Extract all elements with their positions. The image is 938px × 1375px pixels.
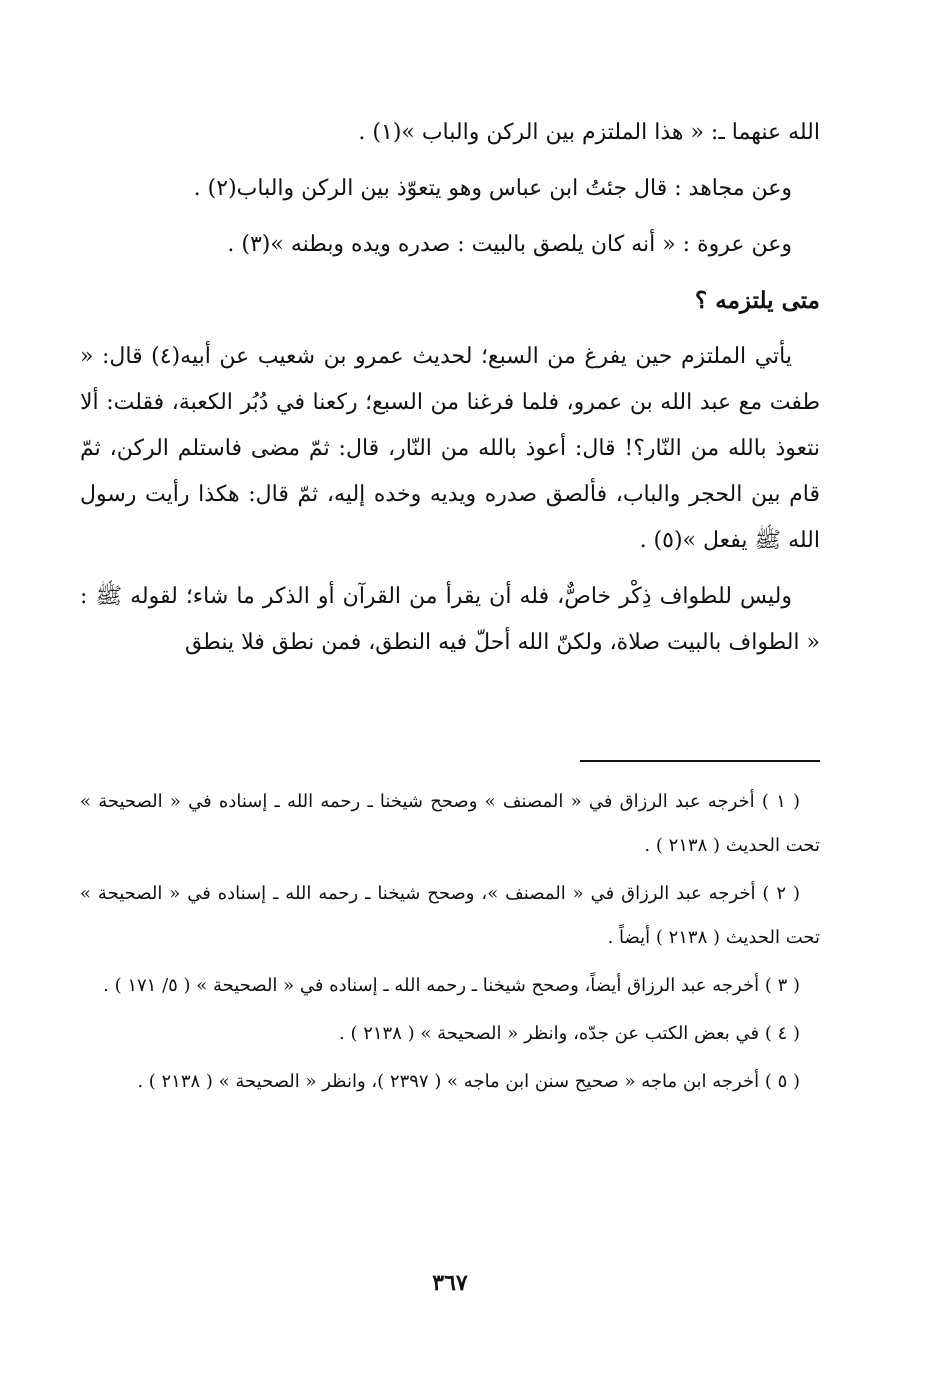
footnote-5: ( ٥ ) أخرجه ابن ماجه « صحيح سنن ابن ماجه » ( ٢٣٩٧ )، وانظر « الصحيحة » ( ٢١٣٨ ) . (137, 1071, 800, 1092)
section-heading: متى يلتزمه ؟ (695, 287, 820, 314)
footnote-4: ( ٤ ) في بعض الكتب عن جدّه، وانظر « الصحيحة » ( ٢١٣٨ ) . (339, 1023, 800, 1044)
paragraph-1: الله عنهما ـ: « هذا الملتزم بين الركن والباب »(١) . (358, 120, 820, 145)
paragraph-5: وليس للطواف ذِكْر خاصٌّ، فله أن يقرأ من القرآن أو الذكر ما شاء؛ لقوله ﷺ : « الطواف بالبيت صلاة، ولكنّ الله أحلّ فيه النطق، فمن نطق فلا ينطق (80, 584, 820, 655)
book-page (80, 110, 820, 1310)
footnote-divider (580, 760, 820, 762)
main-text (80, 110, 820, 666)
footnote-3: ( ٣ ) أخرجه عبد الرزاق أيضاً، وصحح شيخنا ـ رحمه الله ـ إسناده في « الصحيحة » ( ٥/ ١٧١ ) . (103, 975, 800, 996)
paragraph-2: وعن مجاهد : قال جئتُ ابن عباس وهو يتعوّذ بين الركن والباب(٢) . (193, 176, 792, 201)
footnote-1: ( ١ ) أخرجه عبد الرزاق في « المصنف » وصحح شيخنا ـ رحمه الله ـ إسناده في « الصحيحة » تحت الحديث ( ٢١٣٨ ) . (80, 791, 820, 856)
footnote-2: ( ٢ ) أخرجه عبد الرزاق في « المصنف »، وصحح شيخنا ـ رحمه الله ـ إسناده في « الصحيحة » تحت الحديث ( ٢١٣٨ ) أيضاً . (80, 883, 820, 948)
paragraph-4: يأتي الملتزم حين يفرغ من السبع؛ لحديث عمرو بن شعيب عن أبيه(٤) قال: « طفت مع عبد الله بن عمرو، فلما فرغنا من السبع؛ ركعنا في دُبُر الكعبة، فقلت: ألا نتعوذ بالله من النّار؟! قال: أعوذ بالله من النّار، قال: ثمّ مضى فاستلم الركن، ثمّ قام بين الحجر والباب، فألصق صدره ويديه وخده إليه، ثمّ قال: هكذا رأيت رسول الله ﷺ يفعل »(٥) . (80, 344, 820, 553)
page-number: ٣٦٧ (432, 1270, 468, 1296)
footnotes (80, 780, 820, 1108)
paragraph-3: وعن عروة : « أنه كان يلصق بالبيت : صدره ويده وبطنه »(٣) . (227, 232, 792, 257)
